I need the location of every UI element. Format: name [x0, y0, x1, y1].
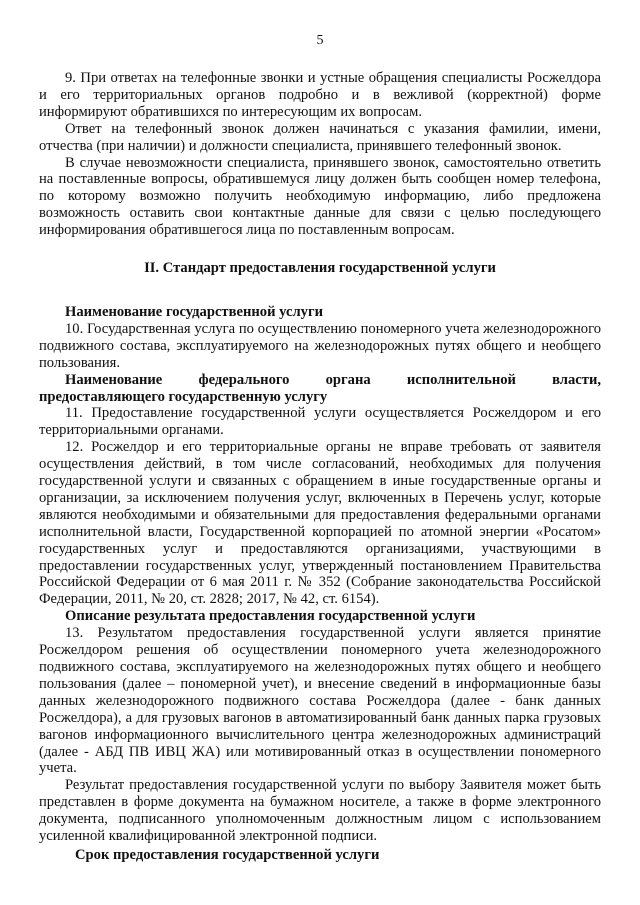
- paragraph-answer-call: Ответ на телефонный звонок должен начинаться с указания фамилии, имени, отчества (при наличии) и должности специалиста, принявшего телефонный звонок.: [39, 120, 601, 154]
- heading-organ-line2: предоставляющего государственную услугу: [39, 388, 328, 405]
- document-body: [39, 70, 601, 864]
- heading-organ-line1: Наименование федерального органа исполнительной власти,: [65, 371, 601, 388]
- heading-service-name: Наименование государственной услуги: [65, 303, 323, 320]
- paragraph-impossibility: В случае невозможности специалиста, принявшего звонок, самостоятельно ответить на поставленные вопросы, обратившемуся лицу должен быть сообщен номер телефона, по которому возможно получить необходимую информацию, либо предложена возможность оставить свои контактные данные для связи с целью последующего информирования обратившегося лица по поставленным вопросам.: [39, 154, 601, 239]
- paragraph-11: 11. Предоставление государственной услуги осуществляется Росжелдором и его территориальными органами.: [39, 405, 601, 439]
- paragraph-result-form: Результат предоставления государственной услуги по выбору Заявителя может быть представлен в форме документа на бумажном носителе, а также в форме электронного документа, подписанного уполномоченным должностным лицом с использованием усиленной квалифицированной электронной подписи.: [39, 777, 601, 845]
- paragraph-10: 10. Государственная услуга по осуществлению пономерного учета железнодорожного подвижного состава, эксплуатируемого на железнодорожных путях общего и необщего пользования.: [39, 320, 601, 371]
- paragraph-9: 9. При ответах на телефонные звонки и устные обращения специалисты Росжелдора и его территориальных органов подробно и в вежливой (корректной) форме информируют обратившихся по интересующим их вопросам.: [39, 70, 601, 120]
- page-number: 5: [316, 33, 324, 48]
- heading-term: Срок предоставления государственной услуги: [75, 846, 380, 863]
- paragraph-12: 12. Росжелдор и его территориальные органы не вправе требовать от заявителя осуществления действий, в том числе согласований, необходимых для получения государственной услуги и связанных с обращением в иные государственные органы и организации, за исключением получения услуг, включенных в Перечень услуг, которые являются необходимыми и обязательными для предоставления федеральными органами исполнительной власти, Государственной корпорацией по атомной энергии «Росатом» государственных услуг и предоставляются организациями, участвующими в предоставлении государственных услуг, утвержденный постановлением Правительства Российской Федерации от 6 мая 2011 г. № 352 (Собрание законодательства Российской Федерации, 2011, № 20, ст. 2828; 2017, № 42, ст. 6154).: [39, 439, 601, 608]
- paragraph-13: 13. Результатом предоставления государственной услуги является принятие Росжелдором решения об осуществлении пономерного учета железнодорожного подвижного состава, эксплуатируемого на железнодорожных путях общего и необщего пользования (далее – пономерной учет), и внесение сведений в информационные базы данных железнодорожного подвижного состава Росжелдора (далее - банк данных Росжелдора), а для грузовых вагонов в автоматизированный банк данных парка грузовых вагонов информационного вычислительного центра железнодорожных администраций (далее - АБД ПВ ИВЦ ЖА) или мотивированный отказ в осуществлении пономерного учета.: [39, 625, 601, 777]
- section-title: II. Стандарт предоставления государственной услуги: [144, 260, 496, 277]
- heading-result: Описание результата предоставления государственной услуги: [65, 608, 476, 625]
